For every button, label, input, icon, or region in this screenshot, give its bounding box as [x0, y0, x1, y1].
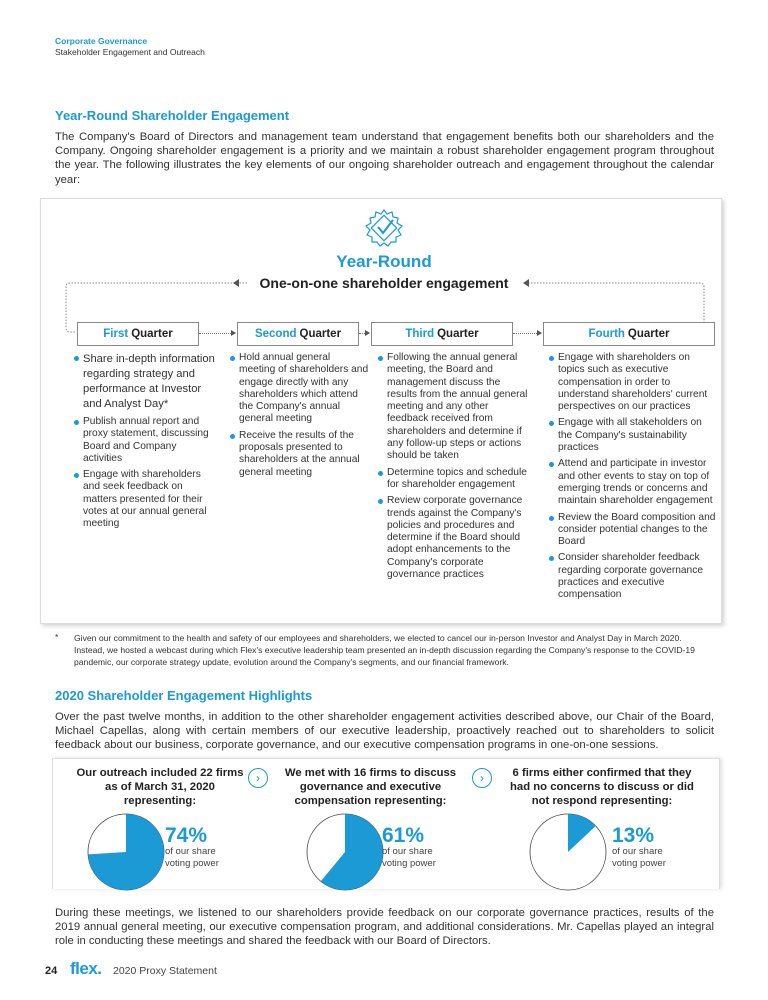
- intro-text: The Company's Board of Directors and management team understand that engagement benefits both our shareholders and the Company. Ongoing shareholder engagement is a priority and we maintain a robust shareholder engagement program throughout the year. The following illustrates the key elements of our ongoing shareholder outreach and engagement throughout the calendar year:: [55, 131, 714, 186]
- first-quarter-list: [73, 352, 218, 535]
- subsection-title: Stakeholder Engagement and Outreach: [55, 47, 205, 57]
- arrow-connector: [199, 333, 235, 334]
- chevron-right-icon: ›: [248, 768, 268, 788]
- list-item: Consider shareholder feedback regarding corporate governance practices and executive compensation: [558, 552, 718, 601]
- list-item: Publish annual report and proxy statement, discussing Board and Company activities: [83, 416, 218, 465]
- quarter-header-fourth: [543, 322, 715, 346]
- pie-chart: [528, 812, 608, 892]
- pct-label: of our share voting power: [382, 846, 436, 869]
- list-item: Hold annual general meeting of shareholders and engage directly with any shareholders which attend the Company's annual general meeting: [239, 352, 369, 425]
- arrow-connector: [513, 333, 541, 334]
- second-quarter-list: [229, 352, 369, 483]
- pct-value: 13%: [612, 824, 655, 847]
- quarter-accent: Fourth: [588, 328, 625, 340]
- highlight-title: We met with 16 firms to discuss governance and executive compensation representing:: [284, 767, 457, 807]
- pct-value: 74%: [165, 824, 208, 847]
- page-number: 24: [45, 965, 58, 977]
- pct-label: of our share voting power: [165, 846, 219, 869]
- quarter-header-first: [77, 322, 199, 346]
- list-item: Receive the results of the proposals presented to shareholders at the annual general meeting: [239, 430, 369, 479]
- third-quarter-list: [377, 352, 529, 585]
- quarter-accent: First: [103, 328, 129, 340]
- quarter-accent: Second: [254, 328, 297, 340]
- section-title: Corporate Governance: [55, 36, 148, 46]
- footnote-text: Given our commitment to the health and safety of our employees and shareholders, we elected to cancel our in-person Investor and Analyst Day in March 2020. Instead, we hosted a webcast during which Flex's executive leadership team presented an in-depth discussion regarding the Company's response to the COVID-19 pandemic, our corporate strategy update, evolution around the Company's segments, and our financial framework.: [74, 633, 695, 667]
- badge-check-icon: [364, 208, 404, 248]
- arrow-connector: [359, 333, 369, 334]
- highlights-heading: 2020 Shareholder Engagement Highlights: [55, 688, 313, 703]
- list-item: Following the annual general meeting, the Board and management discuss the results from the annual general meeting and any other feedback received from shareholders and determine if any follow-up steps or actions should be taken: [387, 352, 528, 462]
- list-item: Determine topics and schedule for shareholder engagement: [387, 467, 529, 492]
- closing-text: During these meetings, we listened to our shareholders provide feedback on our corporate governance practices, results of the 2019 annual general meeting, our executive compensation program, and additional considerations. Mr. Capellas played an integral role in conducting these meetings and shared the feedback with our Board of Directors.: [55, 907, 714, 948]
- diagram-title: Year-Round: [336, 252, 432, 271]
- diagram-subtitle: One-on-one shareholder engagement: [259, 275, 509, 291]
- list-item: Engage with shareholders and seek feedback on matters presented for their votes at our annual general meeting: [83, 469, 218, 530]
- list-item: Share in-depth information regarding strategy and performance at Investor and Analyst Day*: [83, 352, 218, 412]
- fourth-quarter-list: [548, 352, 718, 606]
- flex-logo: flex.: [70, 959, 102, 978]
- footnote-mark: *: [55, 632, 59, 642]
- list-item: Engage with shareholders on topics such as executive compensation in order to understand shareholders' current perspectives on our practices: [558, 352, 718, 413]
- list-item: Attend and participate in investor and other events to stay on top of emerging trends or concerns and maintain shareholder engagement: [558, 458, 718, 507]
- pie-chart: [305, 812, 385, 892]
- pct-label: of our share voting power: [612, 846, 666, 869]
- pie-chart: [86, 812, 166, 892]
- intro-heading: Year-Round Shareholder Engagement: [55, 108, 290, 123]
- document-title: 2020 Proxy Statement: [113, 965, 217, 977]
- list-item: Review corporate governance trends against the Company's policies and procedures and determine if the Board should adopt enhancements to the Company's corporate governance practices: [387, 495, 529, 581]
- pct-value: 61%: [382, 824, 425, 847]
- quarter-header-third: [371, 322, 513, 346]
- highlight-title: 6 firms either confirmed that they had no concerns to discuss or did not respond representing:: [510, 767, 694, 807]
- quarter-accent: Third: [405, 328, 435, 340]
- list-item: Engage with all stakeholders on the Company's sustainability practices: [558, 417, 718, 454]
- quarter-label: Quarter: [437, 328, 479, 340]
- quarter-label: Quarter: [131, 328, 173, 340]
- quarter-label: Quarter: [627, 328, 670, 340]
- highlights-text: Over the past twelve months, in addition to the other shareholder engagement activities described above, our Chair of the Board, Michael Capellas, along with certain members of our executive leadership, proactively reached out to shareholders to solicit feedback about our business, corporate governance, and our executive compensation programs in one-on-one sessions.: [55, 711, 714, 752]
- quarter-header-second: [237, 322, 359, 346]
- quarter-label: Quarter: [299, 328, 342, 340]
- list-item: Review the Board composition and consider potential changes to the Board: [558, 512, 718, 549]
- chevron-right-icon: ›: [472, 768, 492, 788]
- highlight-title: Our outreach included 22 firms as of March 31, 2020 representing:: [76, 767, 244, 807]
